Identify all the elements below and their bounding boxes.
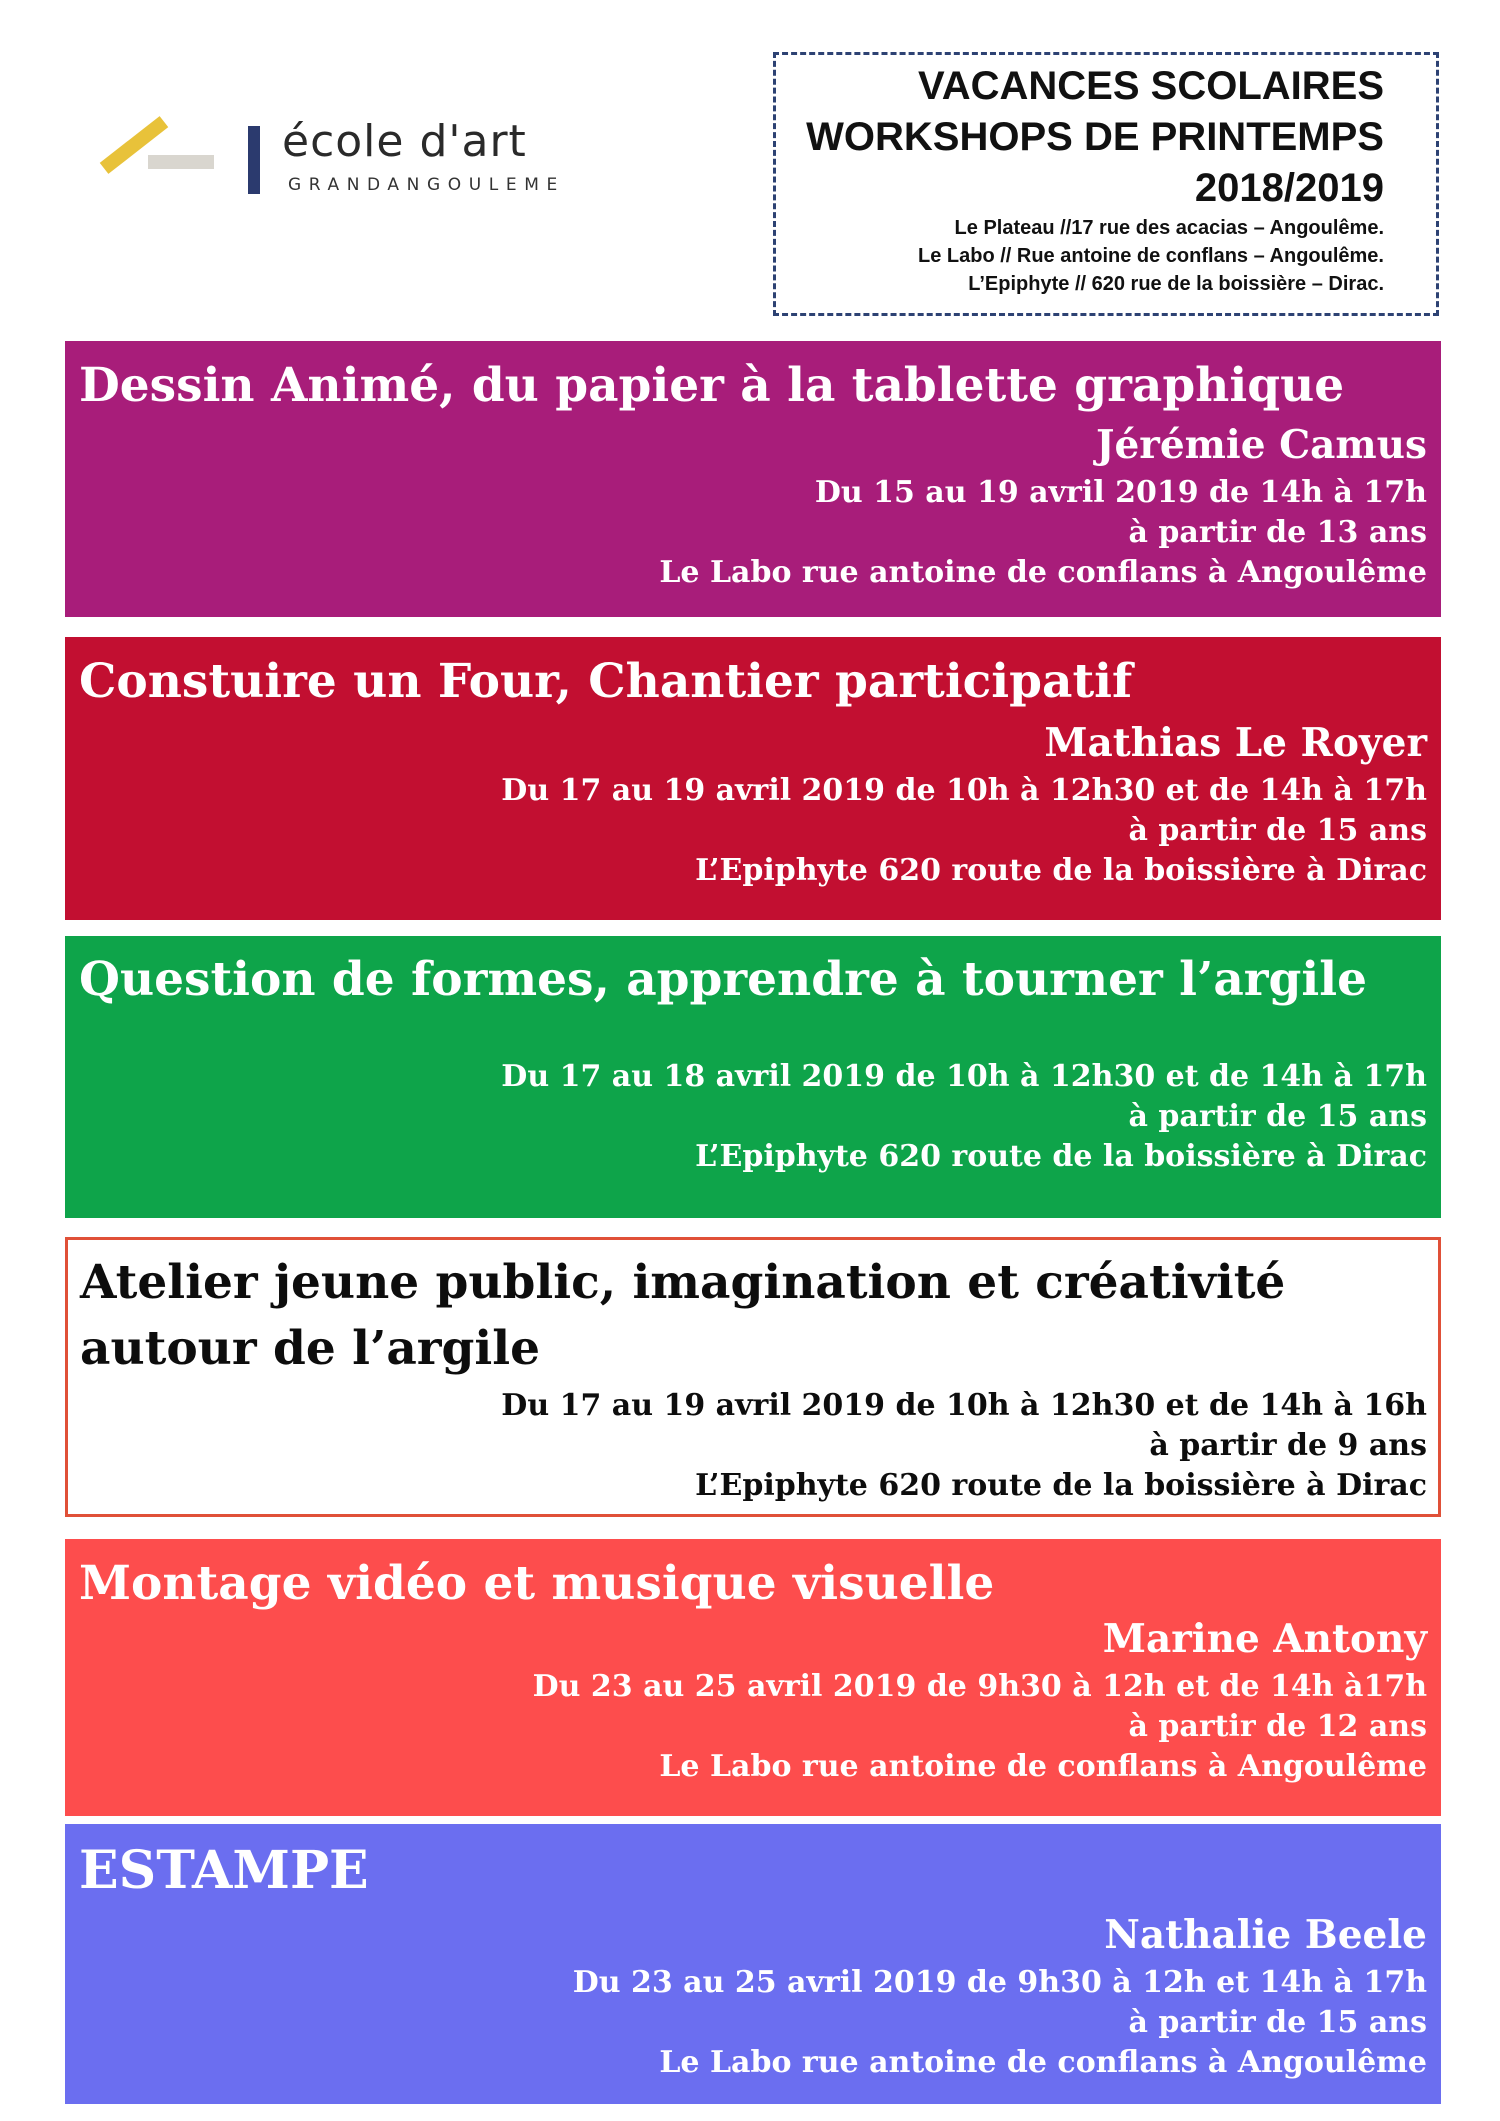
logo-subtitle: GRANDANGOULEME — [288, 175, 565, 195]
workshop-age: à partir de 15 ans — [1128, 2005, 1427, 2040]
workshop-dates: Du 17 au 19 avril 2019 de 10h à 12h30 et de 14h à 16h — [501, 1388, 1427, 1423]
header-address-plateau: Le Plateau //17 rue des acacias – Angoulême. — [954, 217, 1384, 239]
workshop-place: L’Epiphyte 620 route de la boissière à Dirac — [695, 1468, 1427, 1503]
workshop-age: à partir de 9 ans — [1149, 1428, 1427, 1463]
workshop-title: Constuire un Four, Chantier participatif — [79, 654, 1133, 709]
workshop-details — [533, 1611, 1427, 1787]
header-info-box — [773, 52, 1439, 316]
workshop-dates: Du 17 au 19 avril 2019 de 10h à 12h30 et de 14h à 17h — [501, 773, 1427, 808]
workshop-details — [573, 1907, 1427, 2083]
workshop-title: ESTAMPE — [79, 1840, 369, 1901]
workshop-block-dessin-anime — [65, 341, 1441, 617]
workshop-title: Question de formes, apprendre à tourner l’argile — [79, 952, 1368, 1007]
header-address-labo: Le Labo // Rue antoine de conflans – Angoulême. — [918, 245, 1384, 267]
workshop-dates: Du 23 au 25 avril 2019 de 9h30 à 12h et de 14h à17h — [532, 1669, 1427, 1704]
workshop-place: Le Labo rue antoine de conflans à Angoulême — [659, 555, 1427, 590]
logo-blue-bar — [248, 126, 260, 194]
header-address-epiphyte: L’Epiphyte // 620 rue de la boissière – Dirac. — [968, 273, 1384, 295]
workshop-place: Le Labo rue antoine de conflans à Angoulême — [659, 1749, 1427, 1784]
workshop-title: Montage vidéo et musique visuelle — [79, 1556, 995, 1611]
workshop-block-montage-video — [65, 1539, 1441, 1816]
workshop-artist: Nathalie Beele — [1104, 1912, 1427, 1958]
workshop-age: à partir de 12 ans — [1128, 1709, 1427, 1744]
workshop-details — [501, 715, 1427, 891]
workshop-artist: Marine Antony — [1102, 1616, 1427, 1662]
workshop-details — [659, 417, 1427, 593]
workshop-age: à partir de 15 ans — [1128, 1099, 1427, 1134]
logo-title: école d'art — [282, 116, 527, 167]
workshop-age: à partir de 15 ans — [1128, 813, 1427, 848]
workshop-dates: Du 15 au 19 avril 2019 de 14h à 17h — [814, 475, 1427, 510]
workshop-age: à partir de 13 ans — [1128, 515, 1427, 550]
workshop-block-four — [65, 637, 1441, 920]
workshop-dates: Du 23 au 25 avril 2019 de 9h30 à 12h et 14h à 17h — [572, 1965, 1427, 2000]
workshop-details — [501, 1057, 1427, 1177]
school-logo — [88, 108, 628, 208]
workshop-place: L’Epiphyte 620 route de la boissière à Dirac — [695, 853, 1427, 888]
workshop-dates: Du 17 au 18 avril 2019 de 10h à 12h30 et de 14h à 17h — [501, 1059, 1427, 1094]
logo-grey-bar — [148, 155, 214, 169]
workshop-block-jeune-public — [65, 1237, 1441, 1517]
workshop-place: Le Labo rue antoine de conflans à Angoulême — [659, 2045, 1427, 2080]
workshop-details — [501, 1386, 1427, 1506]
workshop-title: Dessin Animé, du papier à la tablette graphique — [79, 358, 1345, 413]
workshop-block-formes — [65, 936, 1441, 1218]
workshop-place: L’Epiphyte 620 route de la boissière à Dirac — [695, 1139, 1427, 1174]
header-year: 2018/2019 — [1194, 166, 1384, 210]
header-line-1: VACANCES SCOLAIRES — [918, 64, 1384, 108]
header-line-2: WORKSHOPS DE PRINTEMPS — [806, 115, 1384, 159]
workshop-artist: Jérémie Camus — [1096, 422, 1427, 468]
workshop-block-estampe — [65, 1824, 1441, 2104]
workshop-title: Atelier jeune public, imagination et créativité autour de l’argile — [80, 1255, 1286, 1376]
workshop-artist: Mathias Le Royer — [1044, 720, 1427, 766]
